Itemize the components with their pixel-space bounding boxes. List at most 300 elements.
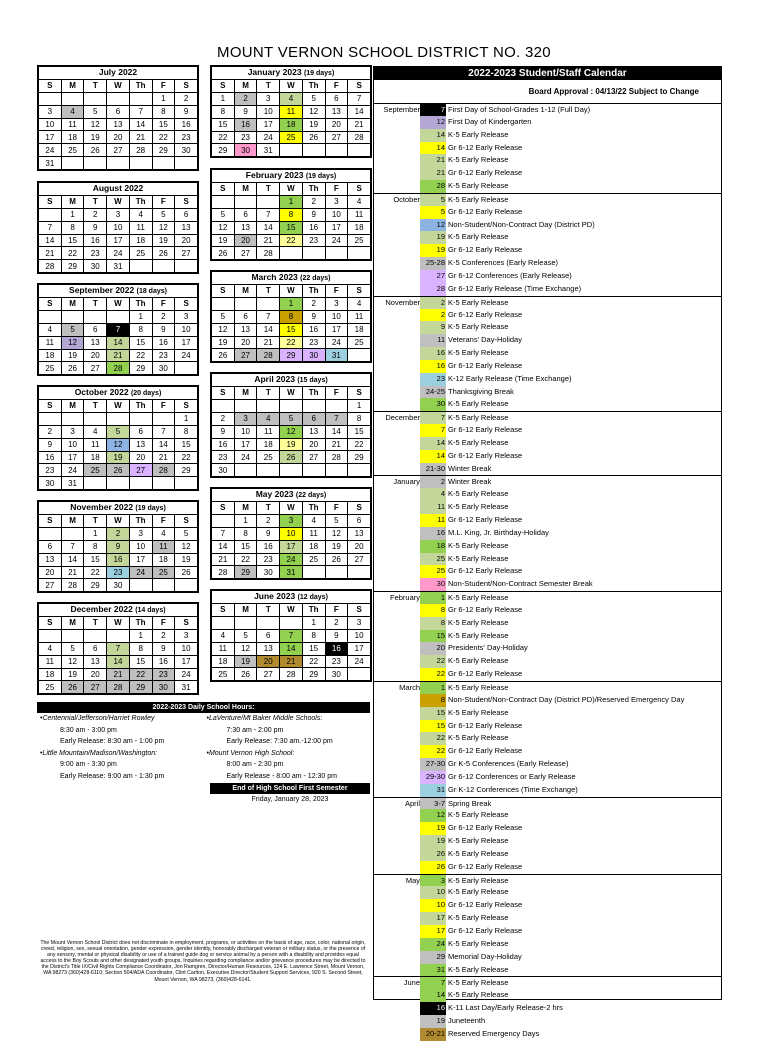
event-description: Gr K-5 Conferences (Early Release) xyxy=(448,759,569,769)
event-row xyxy=(374,257,721,270)
calendar-day: 7 xyxy=(280,629,303,642)
school-day-count: (12 days) xyxy=(297,594,328,601)
event-month: February xyxy=(389,593,420,603)
event-description: Memorial Day-Holiday xyxy=(448,951,522,961)
weekday-header: Th xyxy=(302,604,325,617)
event-day: 15 xyxy=(420,720,446,733)
weekday-header: S xyxy=(348,604,371,617)
weekday-header: M xyxy=(61,298,84,311)
calendar-day: 17 xyxy=(325,221,348,234)
calendar-day: 26 xyxy=(61,681,84,694)
event-row xyxy=(374,463,721,476)
calendar-day: 14 xyxy=(39,234,62,247)
hours-line: 7:30 am - 2:00 pm xyxy=(226,726,284,734)
event-day: 22 xyxy=(420,745,446,758)
weekday-header: T xyxy=(257,285,280,298)
month-name: October 2022 xyxy=(74,387,129,397)
calendar-day: 26 xyxy=(280,451,303,464)
weekday-header: Th xyxy=(129,515,152,528)
weekday-header: F xyxy=(152,298,175,311)
weekday-header: Th xyxy=(129,400,152,413)
event-description: K-5 Early Release xyxy=(448,978,509,988)
weekday-header: S xyxy=(348,387,371,400)
calendar-day xyxy=(39,92,62,105)
event-description: M.L. King, Jr. Birthday-Holiday xyxy=(448,527,549,537)
weekday-header: S xyxy=(175,617,198,630)
event-row xyxy=(374,450,721,463)
calendar-day: 24 xyxy=(175,668,198,681)
hours-line: •Little Mountain/Madison/Washington: xyxy=(40,749,158,757)
event-description: K-5 Early Release xyxy=(448,913,509,923)
calendar-day xyxy=(257,195,280,208)
calendar-day: 23 xyxy=(84,247,107,260)
calendar-day: 24 xyxy=(234,451,257,464)
school-day-count: (20 days) xyxy=(130,390,162,397)
event-description: Juneteenth xyxy=(448,1015,486,1025)
calendar-day: 27 xyxy=(84,681,107,694)
calendar-day: 3 xyxy=(39,105,62,118)
event-row xyxy=(374,720,721,733)
event-day: 19 xyxy=(420,822,446,835)
event-row xyxy=(374,360,721,373)
hours-line: Early Release - 8:00 am - 12:30 pm xyxy=(226,772,337,780)
weekday-header: W xyxy=(107,617,130,630)
calendar-day: 19 xyxy=(61,668,84,681)
event-description: K-5 Early Release xyxy=(448,502,509,512)
weekday-header: Th xyxy=(302,502,325,515)
end-semester-date: Friday, January 28, 2023 xyxy=(251,796,329,803)
event-description: Gr 6-12 Early Release xyxy=(448,450,523,460)
calendar-day: 23 xyxy=(107,566,130,579)
calendar-day: 9 xyxy=(325,629,348,642)
calendar-day: 20 xyxy=(84,668,107,681)
calendar-day: 6 xyxy=(39,540,62,553)
weekday-header: T xyxy=(257,387,280,400)
calendar-day: 16 xyxy=(302,323,325,336)
calendar-day: 3 xyxy=(129,527,152,540)
calendar-day xyxy=(175,362,198,375)
calendar-day: 17 xyxy=(348,642,371,655)
calendar-day xyxy=(302,144,325,157)
event-row xyxy=(374,976,721,989)
calendar-day: 13 xyxy=(325,105,348,118)
calendar-day: 23 xyxy=(325,655,348,668)
calendar-day: 18 xyxy=(39,349,62,362)
event-day: 16 xyxy=(420,527,446,540)
calendar-day: 8 xyxy=(61,221,84,234)
calendar-day: 26 xyxy=(84,144,107,157)
calendar-day xyxy=(257,297,280,310)
event-day: 3 xyxy=(420,875,446,888)
event-row xyxy=(374,103,721,116)
event-description: Gr 6-12 Early Release xyxy=(448,720,523,730)
event-day: 23 xyxy=(420,373,446,386)
calendar-day: 13 xyxy=(257,642,280,655)
calendar-day: 19 xyxy=(212,336,235,349)
event-description: K-11 Last Day/Early Release-2 hrs xyxy=(448,1003,563,1013)
weekday-header: Th xyxy=(302,80,325,93)
event-description: Gr K-12 Conferences (Time Exchange) xyxy=(448,784,578,794)
hours-line: •Mount Vernon High School: xyxy=(206,749,295,757)
calendar-day xyxy=(212,514,235,527)
calendar-month-title xyxy=(39,502,198,515)
calendar-day: 26 xyxy=(107,464,130,477)
event-description: K-5 Early Release xyxy=(448,489,509,499)
event-description: First Day of School-Grades 1-12 (Full Day) xyxy=(448,105,591,114)
calendar-day: 14 xyxy=(107,655,130,668)
calendar-day: 12 xyxy=(302,105,325,118)
weekday-header: W xyxy=(280,183,303,196)
calendar-day: 27 xyxy=(325,131,348,144)
calendar-day: 20 xyxy=(234,336,257,349)
calendar-day: 30 xyxy=(107,579,130,592)
weekday-header: S xyxy=(348,502,371,515)
event-day: 15 xyxy=(420,707,446,720)
event-row xyxy=(374,745,721,758)
calendar-day: 19 xyxy=(212,234,235,247)
event-row xyxy=(374,283,721,296)
event-month: December xyxy=(385,413,420,423)
event-day: 8 xyxy=(420,604,446,617)
event-row xyxy=(374,912,721,925)
calendar-day: 3 xyxy=(257,92,280,105)
calendar-day: 17 xyxy=(175,336,198,349)
calendar-day xyxy=(152,412,175,425)
weekday-header: F xyxy=(325,604,348,617)
calendar-day: 13 xyxy=(234,323,257,336)
hours-left-column xyxy=(37,713,204,782)
calendar-day: 25 xyxy=(152,566,175,579)
calendar-day: 30 xyxy=(39,477,62,490)
calendar-day: 22 xyxy=(302,655,325,668)
calendar-day: 5 xyxy=(152,208,175,221)
calendar-day: 16 xyxy=(212,438,235,451)
event-description: Veterans' Day-Holiday xyxy=(448,335,522,345)
event-day: 25 xyxy=(420,565,446,578)
calendar-day: 8 xyxy=(302,629,325,642)
event-day: 8 xyxy=(420,617,446,630)
calendar-day: 26 xyxy=(175,566,198,579)
calendar-day: 18 xyxy=(39,668,62,681)
weekday-header: Th xyxy=(302,285,325,298)
weekday-header: F xyxy=(325,80,348,93)
month-name: March 2023 xyxy=(251,272,298,282)
calendar-day: 27 xyxy=(234,349,257,362)
calendar-day: 12 xyxy=(61,336,84,349)
calendar-day: 25 xyxy=(257,451,280,464)
calendar-day: 24 xyxy=(39,144,62,157)
event-row xyxy=(374,989,721,1002)
calendar-day: 21 xyxy=(107,668,130,681)
calendar-day: 8 xyxy=(129,323,152,336)
calendar-day: 7 xyxy=(212,527,235,540)
calendar-day xyxy=(348,566,371,579)
event-row xyxy=(374,129,721,142)
calendar-month-title xyxy=(212,67,371,80)
calendar-dec xyxy=(37,602,199,695)
calendar-day: 4 xyxy=(152,527,175,540)
calendar-day xyxy=(107,92,130,105)
calendar-day xyxy=(280,247,303,260)
event-description: K-5 Early Release xyxy=(448,322,509,332)
calendar-day: 7 xyxy=(257,208,280,221)
weekday-header: Th xyxy=(129,298,152,311)
calendar-day: 28 xyxy=(280,668,303,681)
calendar-day: 10 xyxy=(61,438,84,451)
calendar-day xyxy=(84,157,107,170)
calendar-day xyxy=(129,412,152,425)
weekday-header: S xyxy=(212,387,235,400)
calendar-day: 2 xyxy=(325,616,348,629)
event-month: April xyxy=(404,798,420,808)
calendar-day: 3 xyxy=(280,514,303,527)
calendar-day xyxy=(212,297,235,310)
calendar-day: 9 xyxy=(302,310,325,323)
event-month: September xyxy=(383,105,420,114)
calendar-nov xyxy=(37,500,199,593)
calendar-day xyxy=(39,629,62,642)
calendar-day: 10 xyxy=(234,425,257,438)
calendar-day: 6 xyxy=(325,92,348,105)
calendar-day: 4 xyxy=(280,92,303,105)
calendar-day: 19 xyxy=(302,118,325,131)
event-description: Reserved Emergency Days xyxy=(448,1028,540,1038)
calendar-day xyxy=(84,412,107,425)
weekday-header: Th xyxy=(302,183,325,196)
calendar-day: 21 xyxy=(348,118,371,131)
event-day: 21 xyxy=(420,167,446,180)
calendar-day: 17 xyxy=(39,131,62,144)
calendar-month-title xyxy=(39,183,198,196)
weekday-header: S xyxy=(39,617,62,630)
weekday-header: F xyxy=(325,285,348,298)
calendar-day: 16 xyxy=(234,118,257,131)
calendar-day: 15 xyxy=(129,655,152,668)
calendar-day: 15 xyxy=(84,553,107,566)
calendar-day xyxy=(152,260,175,273)
calendar-day: 19 xyxy=(152,234,175,247)
calendar-day: 25 xyxy=(280,131,303,144)
weekday-header: S xyxy=(39,400,62,413)
calendar-day: 23 xyxy=(257,553,280,566)
event-row xyxy=(374,334,721,347)
calendar-day: 6 xyxy=(107,105,130,118)
calendar-day: 4 xyxy=(39,642,62,655)
hours-header: 2022-2023 Daily School Hours: xyxy=(37,702,370,713)
calendar-day: 10 xyxy=(325,208,348,221)
weekday-header: F xyxy=(325,387,348,400)
calendar-day: 2 xyxy=(107,527,130,540)
weekday-header: T xyxy=(257,502,280,515)
calendar-day: 1 xyxy=(175,412,198,425)
calendar-day: 24 xyxy=(348,655,371,668)
calendar-day: 21 xyxy=(212,553,235,566)
calendar-day xyxy=(61,527,84,540)
event-list xyxy=(374,103,721,1041)
calendar-day xyxy=(129,260,152,273)
event-row xyxy=(374,732,721,745)
event-day: 14 xyxy=(420,450,446,463)
calendar-day: 10 xyxy=(175,642,198,655)
event-description: Gr 6-12 Early Release xyxy=(448,861,523,871)
hours-line: 8:30 am - 3:00 pm xyxy=(60,726,117,734)
event-description: K-5 Early Release xyxy=(448,437,509,447)
calendar-day: 7 xyxy=(107,323,130,336)
calendar-day xyxy=(348,668,371,681)
weekday-header: S xyxy=(175,298,198,311)
event-row xyxy=(374,373,721,386)
calendar-day xyxy=(257,464,280,477)
calendar-day: 3 xyxy=(61,425,84,438)
calendar-day: 26 xyxy=(212,247,235,260)
calendar-day: 22 xyxy=(84,566,107,579)
calendar-day xyxy=(257,399,280,412)
event-day: 14 xyxy=(420,142,446,155)
calendar-day: 12 xyxy=(234,642,257,655)
weekday-header: S xyxy=(39,298,62,311)
event-row xyxy=(374,206,721,219)
event-day: 22 xyxy=(420,732,446,745)
calendar-day: 15 xyxy=(152,118,175,131)
calendar-day: 4 xyxy=(39,323,62,336)
calendar-day: 13 xyxy=(84,655,107,668)
calendar-day: 18 xyxy=(212,655,235,668)
month-name: January 2023 xyxy=(247,67,302,77)
calendar-month-title xyxy=(39,285,198,298)
weekday-header: M xyxy=(61,195,84,208)
event-description: Gr 6-12 Early Release xyxy=(448,168,523,178)
event-day: 28 xyxy=(420,180,446,193)
calendar-day xyxy=(152,579,175,592)
calendar-day: 14 xyxy=(61,553,84,566)
event-day: 1 xyxy=(420,682,446,695)
calendar-day: 2 xyxy=(152,629,175,642)
weekday-header: W xyxy=(107,515,130,528)
calendar-day: 2 xyxy=(84,208,107,221)
calendar-day xyxy=(234,616,257,629)
calendar-day: 14 xyxy=(257,323,280,336)
calendar-day: 4 xyxy=(348,195,371,208)
calendar-day: 20 xyxy=(84,349,107,362)
calendar-apr xyxy=(210,372,372,478)
calendar-day: 16 xyxy=(302,221,325,234)
calendar-day: 20 xyxy=(175,234,198,247)
calendar-day: 18 xyxy=(61,131,84,144)
calendar-day: 14 xyxy=(280,642,303,655)
month-name: July 2022 xyxy=(98,67,138,78)
calendar-day xyxy=(302,566,325,579)
calendar-day: 15 xyxy=(302,642,325,655)
calendar-feb xyxy=(210,168,372,261)
event-description: Winter Break xyxy=(448,477,492,487)
event-day: 14 xyxy=(420,129,446,142)
calendar-day: 27 xyxy=(234,247,257,260)
calendar-day: 29 xyxy=(348,451,371,464)
event-day: 2 xyxy=(420,297,446,310)
event-row xyxy=(374,154,721,167)
calendar-day: 4 xyxy=(257,412,280,425)
hours-line: Early Release: 8:30 am - 1:00 pm xyxy=(60,738,165,745)
calendar-day xyxy=(234,399,257,412)
calendar-day: 2 xyxy=(152,310,175,323)
calendar-day: 14 xyxy=(212,540,235,553)
calendar-day xyxy=(234,195,257,208)
calendar-day: 11 xyxy=(39,655,62,668)
calendar-day xyxy=(84,92,107,105)
event-day: 27-30 xyxy=(420,758,446,771)
weekday-header: F xyxy=(152,195,175,208)
calendar-day xyxy=(107,412,130,425)
calendar-day: 15 xyxy=(280,323,303,336)
event-description: K-5 Early Release xyxy=(448,413,509,423)
calendar-day: 10 xyxy=(257,105,280,118)
calendar-day: 24 xyxy=(175,349,198,362)
event-day: 31 xyxy=(420,784,446,797)
calendar-may xyxy=(210,487,372,580)
calendar-day: 3 xyxy=(175,310,198,323)
event-row xyxy=(374,886,721,899)
event-description: First Day of Kindergarten xyxy=(448,116,532,126)
calendar-day: 12 xyxy=(175,540,198,553)
calendar-day: 7 xyxy=(129,105,152,118)
event-month: March xyxy=(399,682,420,692)
calendar-day: 27 xyxy=(84,362,107,375)
month-name: December 2022 xyxy=(70,604,133,614)
calendar-day xyxy=(280,144,303,157)
calendar-day: 1 xyxy=(302,616,325,629)
calendar-day: 9 xyxy=(152,323,175,336)
calendar-day: 19 xyxy=(84,131,107,144)
calendar-day: 7 xyxy=(348,92,371,105)
event-day: 27 xyxy=(420,270,446,283)
event-day: 28 xyxy=(420,283,446,296)
weekday-header: F xyxy=(152,515,175,528)
calendar-day: 17 xyxy=(234,438,257,451)
calendar-day: 11 xyxy=(129,221,152,234)
calendar-day: 31 xyxy=(257,144,280,157)
weekday-header: W xyxy=(107,195,130,208)
calendar-day: 18 xyxy=(302,540,325,553)
calendar-day: 17 xyxy=(129,553,152,566)
event-description: Gr 6-12 Early Release xyxy=(448,360,523,370)
calendar-day xyxy=(234,297,257,310)
calendar-day xyxy=(129,92,152,105)
weekday-header: M xyxy=(234,183,257,196)
calendar-day: 4 xyxy=(129,208,152,221)
calendar-day: 31 xyxy=(39,157,62,170)
calendar-day xyxy=(84,310,107,323)
nondiscrimination-notice: The Mount Vernon School District does not discriminate in employment, programs, or activities on the basis of age, race, color, national origin, creed, religion, sex, sexual orientation, gender expression, gender identity, honorably discharged veteran or military status, or the presence of any sensory, mental or physical disability or use of a trained guide dog or service animal by a person with a disability and provides equal access to the Boy Scouts and other designated youth groups. Inquiries regarding compliance and/or grievance procedures may be directed to the District's Title IX/Civil Rights Compliance Coordinator, Jon Ramgren, Director/Human Resources, 124 E. Lawrence Street, Mount Vernon, WA 98273 (360)428-6110; Section 504/ADA Coordinator, Clint Carlton, Executive Director/Student Support Services, 920 S. Second Street, Mount Vernon, WA 98273, (360)428-6141. xyxy=(40,940,366,983)
calendar-day: 16 xyxy=(175,118,198,131)
weekday-header: S xyxy=(39,195,62,208)
calendar-day: 5 xyxy=(325,514,348,527)
event-month: October xyxy=(393,194,420,204)
calendar-day: 21 xyxy=(325,438,348,451)
calendar-day: 4 xyxy=(61,105,84,118)
weekday-header: W xyxy=(280,80,303,93)
calendar-day: 26 xyxy=(325,553,348,566)
hours-line: 8:00 am - 2:30 pm xyxy=(226,761,284,768)
school-day-count: (14 days) xyxy=(135,607,166,614)
event-month: November xyxy=(385,297,420,307)
calendar-day: 29 xyxy=(129,681,152,694)
calendar-day xyxy=(39,208,62,221)
calendar-day: 3 xyxy=(348,616,371,629)
weekday-header: Th xyxy=(302,387,325,400)
calendar-day: 27 xyxy=(175,247,198,260)
calendar-day: 28 xyxy=(257,247,280,260)
calendar-day: 9 xyxy=(152,642,175,655)
